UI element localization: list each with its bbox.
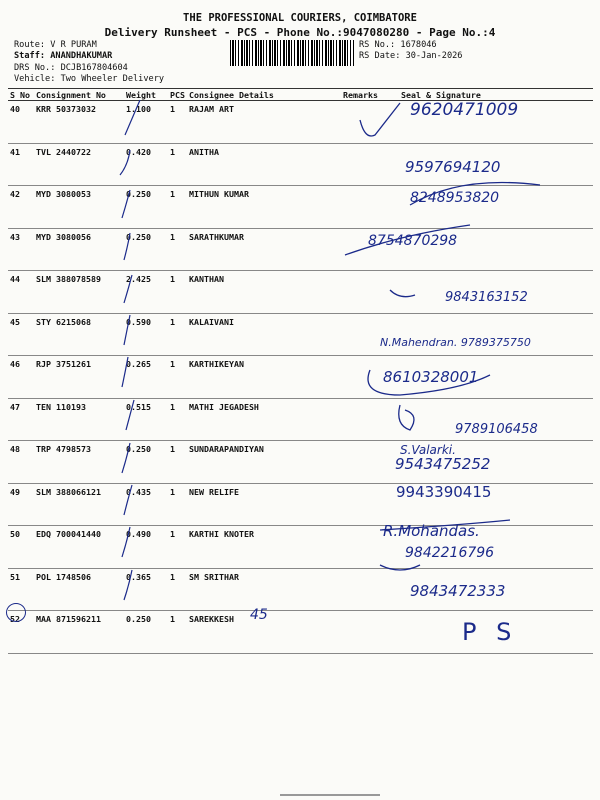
row-pcs: 1 bbox=[168, 526, 187, 569]
row-consignee: SM SRITHAR bbox=[187, 568, 341, 611]
row-pcs: 1 bbox=[168, 611, 187, 654]
signature-47 bbox=[399, 405, 414, 430]
col-consignment: Consignment No bbox=[34, 89, 124, 101]
row-consignee: MITHUN KUMAR bbox=[187, 186, 341, 229]
staff-info bbox=[14, 51, 112, 62]
ink-tick bbox=[122, 527, 130, 557]
handwriting-row52-note: 45 bbox=[250, 607, 268, 623]
row-sno: 44 bbox=[8, 271, 34, 314]
route-info: Route: V R PURAM bbox=[14, 40, 97, 50]
vehicle-info: Vehicle: Two Wheeler Delivery bbox=[14, 74, 165, 84]
row-pcs: 1 bbox=[168, 313, 187, 356]
row-weight: 0.420 bbox=[124, 143, 168, 186]
ink-tick bbox=[124, 315, 130, 345]
row-pcs: 1 bbox=[168, 228, 187, 271]
signature-51 bbox=[380, 565, 420, 570]
row-weight: 0.365 bbox=[124, 568, 168, 611]
signature-44 bbox=[390, 290, 415, 297]
col-signature: Seal & Signature bbox=[399, 89, 593, 101]
row-weight: 0.590 bbox=[124, 313, 168, 356]
row-consignment-no: TEN 110193 bbox=[34, 398, 124, 441]
staff-label: Staff: bbox=[14, 51, 46, 61]
ink-tick bbox=[122, 443, 130, 473]
row-consignment-no: POL 1748506 bbox=[34, 568, 124, 611]
row-weight: 0.250 bbox=[124, 228, 168, 271]
handwriting-row51: 9843472333 bbox=[410, 582, 506, 600]
row-pcs: 1 bbox=[168, 186, 187, 229]
row-pcs: 1 bbox=[168, 101, 187, 144]
row-consignment-no: SLM 388066121 bbox=[34, 483, 124, 526]
row-sno: 52 bbox=[8, 611, 34, 654]
row-weight: 0.250 bbox=[124, 186, 168, 229]
row-pcs: 1 bbox=[168, 398, 187, 441]
row-sno: 45 bbox=[8, 313, 34, 356]
row-weight: 1.100 bbox=[124, 101, 168, 144]
row-weight: 0.250 bbox=[124, 611, 168, 654]
col-consignee: Consignee Details bbox=[187, 89, 341, 101]
ink-tick bbox=[124, 233, 130, 260]
row-consignment-no: MAA 871596211 bbox=[34, 611, 124, 654]
row-consignee: RAJAM ART bbox=[187, 101, 341, 144]
handwriting-row44: 9843163152 bbox=[445, 290, 528, 305]
row-sno: 50 bbox=[8, 526, 34, 569]
row-consignment-no: TVL 2440722 bbox=[34, 143, 124, 186]
row-52-circle-mark bbox=[6, 603, 26, 622]
col-remarks: Remarks bbox=[341, 89, 399, 101]
row-sno: 48 bbox=[8, 441, 34, 484]
row-consignee: SUNDARAPANDIYAN bbox=[187, 441, 341, 484]
row-consignment-no: TRP 4798573 bbox=[34, 441, 124, 484]
col-weight: Weight bbox=[124, 89, 168, 101]
row-consignee: KALAIVANI bbox=[187, 313, 341, 356]
handwriting-row49: 9943390415 bbox=[396, 483, 492, 501]
row-consignee: KANTHAN bbox=[187, 271, 341, 314]
row-consignment-no: STY 6215068 bbox=[34, 313, 124, 356]
row-consignee: SARATHKUMAR bbox=[187, 228, 341, 271]
row-sno: 43 bbox=[8, 228, 34, 271]
ink-tick bbox=[122, 190, 130, 218]
handwriting-row42: 8248953820 bbox=[410, 190, 500, 206]
row-consignment-no: KRR 50373032 bbox=[34, 101, 124, 144]
row-consignee: SAREKKESH bbox=[187, 611, 341, 654]
handwriting-row47: 9789106458 bbox=[455, 422, 538, 437]
col-pcs: PCS bbox=[170, 89, 185, 100]
row-pcs: 1 bbox=[168, 483, 187, 526]
row-sno: 49 bbox=[8, 483, 34, 526]
row-pcs: 1 bbox=[168, 271, 187, 314]
handwriting-row41: 9597694120 bbox=[405, 158, 501, 176]
ink-tick bbox=[125, 100, 140, 135]
handwriting-row43: 8754870298 bbox=[368, 233, 458, 249]
document-title: THE PROFESSIONAL COURIERS, COIMBATORE bbox=[183, 12, 417, 24]
row-consignee: MATHI JEGADESH bbox=[187, 398, 341, 441]
row-sno: 47 bbox=[8, 398, 34, 441]
row-pcs: 1 bbox=[168, 441, 187, 484]
document-subtitle: Delivery Runsheet - PCS - Phone No.:9047080280 - Page No.:4 bbox=[104, 26, 496, 39]
staff-name: ANANDHAKUMAR bbox=[50, 51, 113, 61]
signature-40 bbox=[360, 103, 400, 136]
ink-tick-marks bbox=[100, 95, 190, 655]
handwriting-row50-name: R.Mohandas. bbox=[383, 522, 480, 540]
barcode-image bbox=[230, 40, 354, 66]
ink-tick bbox=[120, 150, 130, 175]
ink-tick bbox=[124, 570, 132, 600]
row-consignment-no: MYD 3080053 bbox=[34, 186, 124, 229]
row-sno: 41 bbox=[8, 143, 34, 186]
ink-tick bbox=[122, 357, 128, 387]
row-consignee: KARTHIKEYAN bbox=[187, 356, 341, 399]
ink-tick bbox=[124, 485, 132, 515]
ps-stamp: P S bbox=[462, 618, 518, 646]
row-consignment-no: MYD 3080056 bbox=[34, 228, 124, 271]
row-weight: 0.435 bbox=[124, 483, 168, 526]
row-consignment-no: SLM 388078589 bbox=[34, 271, 124, 314]
handwriting-row46: 8610328001 bbox=[383, 368, 479, 386]
row-weight: 2.425 bbox=[124, 271, 168, 314]
ink-tick bbox=[124, 275, 132, 303]
row-pcs: 1 bbox=[168, 143, 187, 186]
row-consignment-no: EDQ 700041440 bbox=[34, 526, 124, 569]
handwriting-row48-name: S.Valarki. bbox=[400, 443, 456, 457]
handwriting-row48-phone: 9543475252 bbox=[395, 455, 491, 473]
row-weight: 0.265 bbox=[124, 356, 168, 399]
row-pcs: 1 bbox=[168, 568, 187, 611]
handwriting-row40: 9620471009 bbox=[410, 100, 519, 120]
handwriting-row50-phone: 9842216796 bbox=[405, 545, 495, 561]
row-weight: 0.250 bbox=[124, 441, 168, 484]
drs-number: DRS No.: DCJB167804604 bbox=[14, 63, 128, 73]
row-sno: 46 bbox=[8, 356, 34, 399]
rs-date: RS Date: 30-Jan-2026 bbox=[359, 51, 463, 61]
row-consignment-no: RJP 3751261 bbox=[34, 356, 124, 399]
rs-number: RS No.: 1678046 bbox=[359, 40, 437, 50]
handwriting-row45: N.Mahendran. 9789375750 bbox=[380, 336, 531, 349]
ink-tick bbox=[126, 400, 134, 430]
col-sno: S No bbox=[8, 89, 34, 101]
row-sno: 42 bbox=[8, 186, 34, 229]
row-sno: 51 bbox=[8, 568, 34, 611]
scan-artifact bbox=[280, 794, 380, 796]
row-weight: 0.490 bbox=[124, 526, 168, 569]
row-sno: 40 bbox=[8, 101, 34, 144]
row-consignee: ANITHA bbox=[187, 143, 341, 186]
row-consignee: KARTHI KNOTER bbox=[187, 526, 341, 569]
row-weight: 0.515 bbox=[124, 398, 168, 441]
row-pcs: 1 bbox=[168, 356, 187, 399]
row-consignee: NEW RELIFE bbox=[187, 483, 341, 526]
